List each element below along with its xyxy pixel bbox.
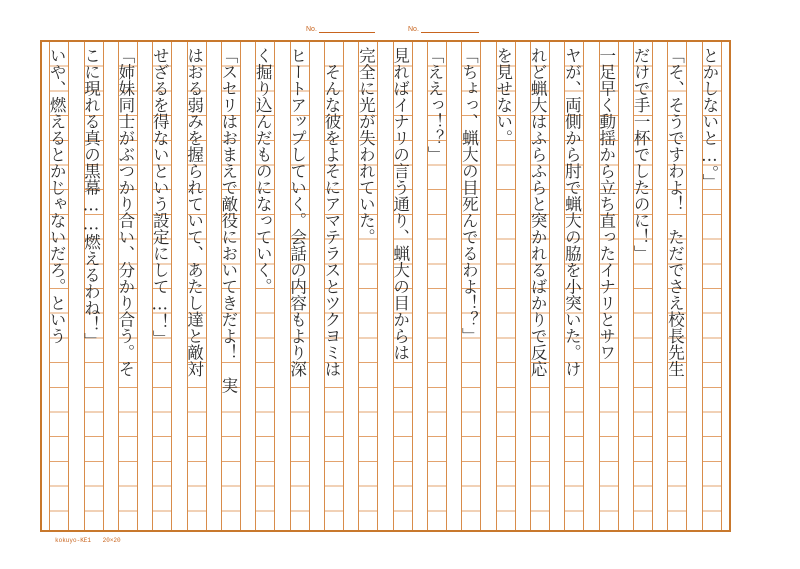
manuscript-column (461, 42, 481, 530)
manuscript-column (184, 42, 207, 530)
column-text: を見せない。 (493, 47, 513, 146)
manuscript-column (564, 42, 584, 530)
manuscript-column (321, 42, 344, 530)
number-label-b: No. (408, 26, 419, 33)
column-text: そんな彼をよそにアマテラスとツクヨミは (321, 47, 341, 377)
footer-brand: kokuyo-KE1 (55, 537, 92, 544)
column-text: 見ればイナリの言う通り、蝋大の目からは (390, 47, 410, 361)
manuscript-column (49, 42, 69, 530)
column-text: 「スセリはおまえで敵役においてきだよ！ 実 (218, 47, 238, 394)
number-field-b (408, 26, 479, 33)
number-line-b (421, 26, 479, 33)
number-line-a (319, 26, 375, 33)
column-text: れど蝋大はふらふらと突かれるばかりで反応 (528, 47, 548, 377)
manuscript-column (152, 42, 172, 530)
manuscript-column (596, 42, 619, 530)
column-text: 「そ、そうですわよ！ ただでさえ校長先生 (665, 47, 685, 377)
manuscript-column (493, 42, 516, 530)
number-field-a (306, 26, 375, 33)
column-text: とかしないと…。」 (699, 47, 719, 190)
column-text: 一足早く動揺から立ち直ったイナリとサワ (596, 47, 616, 361)
number-label-a: No. (306, 26, 317, 33)
column-text: いや、燃えるとかじゃないだろ。という (47, 47, 67, 344)
manuscript-column (633, 42, 653, 530)
manuscript-column (218, 42, 241, 530)
manuscript-sheet (40, 40, 731, 532)
manuscript-column (255, 42, 275, 530)
footer-format: 20×20 (102, 537, 121, 544)
paper-footer (55, 537, 129, 544)
manuscript-column (81, 42, 104, 530)
column-text: 「ええっ！？」 (425, 47, 445, 163)
column-text: はおる弱みを握られていて、あたし達と敵対 (184, 47, 204, 377)
column-text: 「ちょっ、蝋大の目死んでるわよ！？」 (459, 47, 479, 344)
manuscript-column (667, 42, 687, 530)
manuscript-column (699, 42, 722, 530)
column-text: こに現れる真の黒幕……燃えるわね！」 (81, 47, 101, 349)
manuscript-column (287, 42, 310, 530)
column-text: ヒートアップしていく。会話の内容もより深 (287, 47, 307, 377)
manuscript-column (358, 42, 378, 530)
column-text: 完全に光が失われていた。 (356, 47, 376, 245)
column-text: 「姉妹同士がぶつかり合い、分かり合う。そ (115, 47, 135, 377)
column-text: せざるを得ないという設定にして…！」 (150, 47, 170, 347)
manuscript-column (115, 42, 138, 530)
column-text: く掘り込んだものになっていく。 (253, 47, 273, 295)
manuscript-column (427, 42, 447, 530)
column-text: ヤが、両側から肘で蝋大の脇を小突いた。け (562, 47, 582, 377)
column-text: だけで手一杯でしたのに！」 (631, 47, 651, 262)
manuscript-column (530, 42, 550, 530)
manuscript-column (390, 42, 413, 530)
